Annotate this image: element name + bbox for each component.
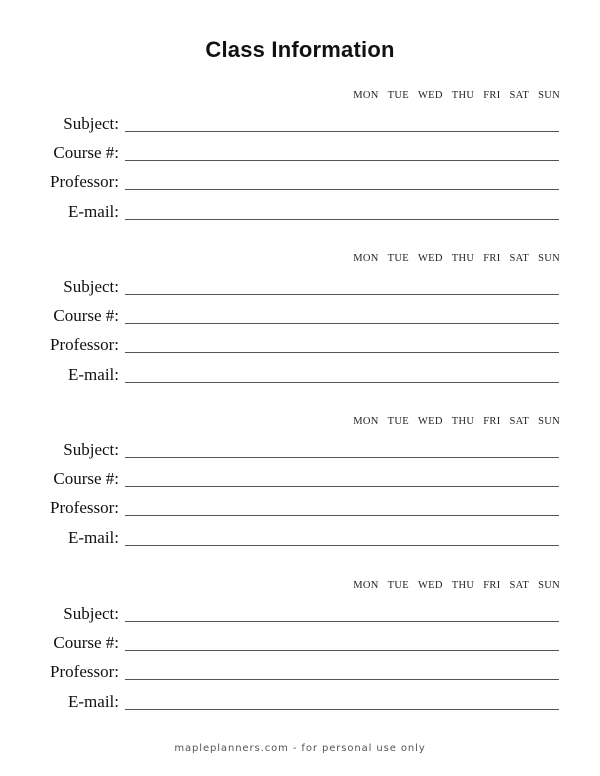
subject-label: Subject: [63, 277, 119, 296]
weekday-row [353, 416, 560, 430]
professor-field[interactable] [125, 515, 559, 516]
day-thu[interactable]: THU [451, 580, 475, 591]
day-wed[interactable]: WED [417, 253, 443, 264]
email-label: E-mail: [68, 202, 119, 221]
subject-field[interactable] [125, 294, 559, 295]
day-fri[interactable]: FRI [483, 253, 501, 264]
course-label: Course #: [53, 143, 119, 162]
professor-row [0, 494, 600, 518]
subject-field[interactable] [125, 457, 559, 458]
weekday-row [353, 90, 560, 104]
day-tue[interactable]: TUE [387, 90, 409, 101]
day-sun[interactable]: SUN [538, 416, 560, 427]
day-mon[interactable]: MON [353, 580, 379, 591]
professor-label: Professor: [50, 172, 119, 191]
subject-row [0, 110, 600, 134]
professor-field[interactable] [125, 352, 559, 353]
email-label: E-mail: [68, 365, 119, 384]
course-label: Course #: [53, 306, 119, 325]
email-field[interactable] [125, 545, 559, 546]
day-sun[interactable]: SUN [538, 253, 560, 264]
course-field[interactable] [125, 323, 559, 324]
page-title: Class Information [205, 37, 395, 62]
email-label: E-mail: [68, 692, 119, 711]
course-row [0, 465, 600, 489]
day-sun[interactable]: SUN [538, 580, 560, 591]
email-row [0, 688, 600, 712]
day-sat[interactable]: SAT [509, 580, 530, 591]
subject-field[interactable] [125, 131, 559, 132]
course-field[interactable] [125, 160, 559, 161]
course-label: Course #: [53, 469, 119, 488]
course-label: Course #: [53, 633, 119, 652]
course-field[interactable] [125, 650, 559, 651]
email-field[interactable] [125, 219, 559, 220]
email-row [0, 524, 600, 548]
email-label: E-mail: [68, 528, 119, 547]
course-row [0, 302, 600, 326]
day-mon[interactable]: MON [353, 416, 379, 427]
subject-label: Subject: [63, 440, 119, 459]
course-row [0, 629, 600, 653]
class-block-3 [0, 416, 600, 566]
day-mon[interactable]: MON [353, 253, 379, 264]
subject-field[interactable] [125, 621, 559, 622]
professor-row [0, 331, 600, 355]
email-field[interactable] [125, 709, 559, 710]
email-row [0, 198, 600, 222]
day-tue[interactable]: TUE [387, 580, 409, 591]
day-tue[interactable]: TUE [387, 253, 409, 264]
subject-row [0, 273, 600, 297]
day-thu[interactable]: THU [451, 416, 475, 427]
day-sat[interactable]: SAT [509, 416, 530, 427]
day-wed[interactable]: WED [417, 580, 443, 591]
email-row [0, 361, 600, 385]
course-row [0, 139, 600, 163]
class-block-1 [0, 90, 600, 240]
class-block-4 [0, 580, 600, 730]
professor-row [0, 168, 600, 192]
day-thu[interactable]: THU [451, 253, 475, 264]
day-mon[interactable]: MON [353, 90, 379, 101]
subject-label: Subject: [63, 114, 119, 133]
day-sun[interactable]: SUN [538, 90, 560, 101]
professor-label: Professor: [50, 335, 119, 354]
day-fri[interactable]: FRI [483, 90, 501, 101]
class-block-2 [0, 253, 600, 403]
professor-row [0, 658, 600, 682]
day-thu[interactable]: THU [451, 90, 475, 101]
course-field[interactable] [125, 486, 559, 487]
day-tue[interactable]: TUE [387, 416, 409, 427]
subject-row [0, 436, 600, 460]
weekday-row [353, 580, 560, 594]
professor-field[interactable] [125, 679, 559, 680]
email-field[interactable] [125, 382, 559, 383]
professor-field[interactable] [125, 189, 559, 190]
subject-row [0, 600, 600, 624]
day-wed[interactable]: WED [417, 416, 443, 427]
subject-label: Subject: [63, 604, 119, 623]
weekday-row [353, 253, 560, 267]
footer-text: mapleplanners.com - for personal use only [174, 743, 426, 754]
day-wed[interactable]: WED [417, 90, 443, 101]
professor-label: Professor: [50, 662, 119, 681]
day-fri[interactable]: FRI [483, 580, 501, 591]
day-sat[interactable]: SAT [509, 253, 530, 264]
professor-label: Professor: [50, 498, 119, 517]
day-fri[interactable]: FRI [483, 416, 501, 427]
day-sat[interactable]: SAT [509, 90, 530, 101]
